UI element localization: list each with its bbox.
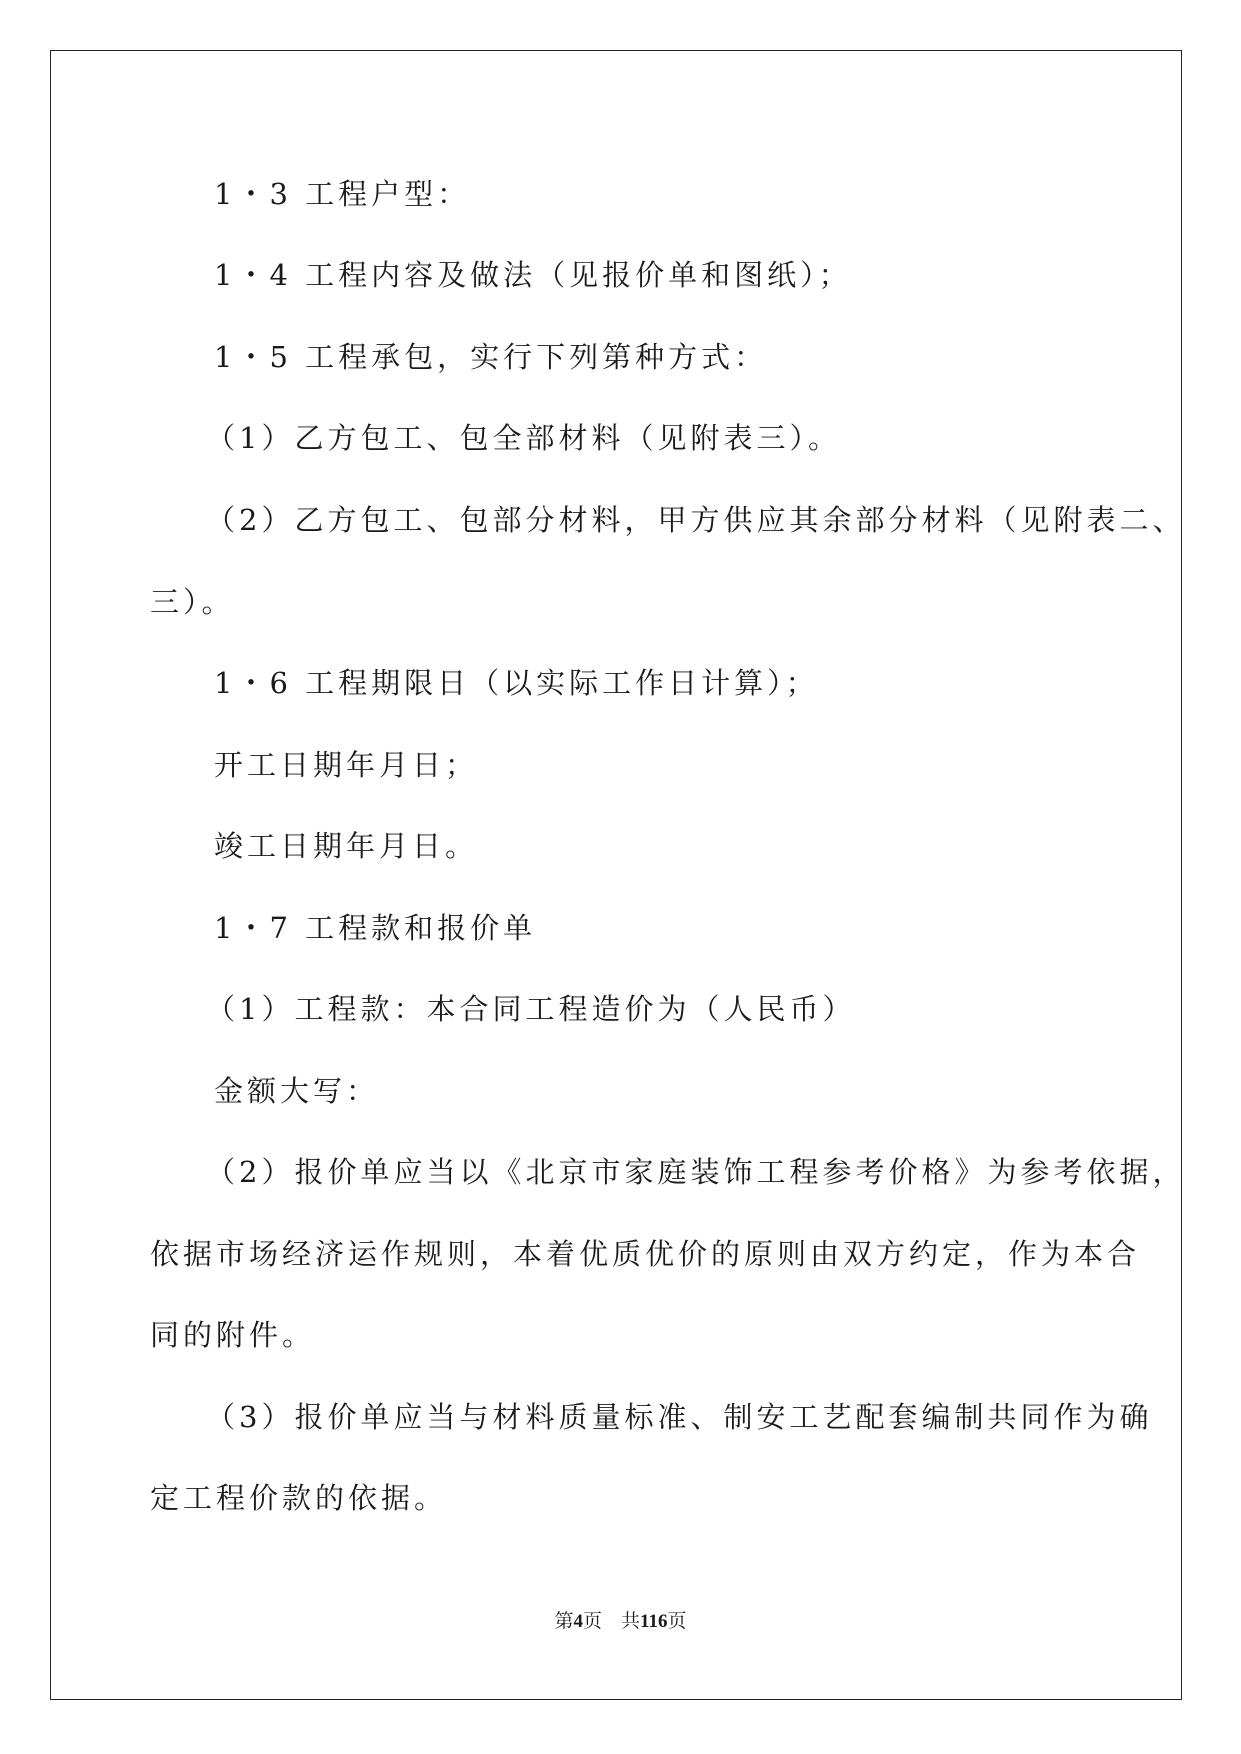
footer-prefix: 第 bbox=[554, 1611, 574, 1632]
text-line: 三）。 bbox=[150, 585, 235, 619]
text-line: （3）报价单应当与材料质量标准、制安工艺配套编制共同作为确 bbox=[206, 1400, 1153, 1434]
text-line: 竣工日期年月日。 bbox=[214, 829, 479, 863]
page-footer bbox=[0, 1606, 1241, 1633]
text-line: 依据市场经济运作规则，本着优质优价的原则由双方约定，作为本合 bbox=[150, 1237, 1141, 1271]
text-line: 1・5 工程承包，实行下列第种方式： bbox=[214, 340, 768, 374]
text-line: 1・6 工程期限日（以实际工作日计算）； bbox=[214, 666, 819, 700]
text-line: （2）乙方包工、包部分材料，甲方供应其余部分材料（见附表二、 bbox=[206, 503, 1186, 537]
footer-middle: 页 共 bbox=[583, 1611, 641, 1632]
text-line: 1・4 工程内容及做法（见报价单和图纸）； bbox=[214, 258, 852, 292]
text-line: （1）工程款：本合同工程造价为（人民币） bbox=[206, 992, 856, 1026]
total-pages: 116 bbox=[640, 1611, 668, 1632]
text-line: 开工日期年月日； bbox=[214, 748, 479, 782]
text-line: 同的附件。 bbox=[150, 1318, 316, 1352]
page-number: 4 bbox=[573, 1611, 584, 1632]
text-line: （1）乙方包工、包全部材料（见附表三）。 bbox=[206, 421, 841, 455]
text-line: （2）报价单应当以《北京市家庭装饰工程参考价格》为参考依据， bbox=[206, 1155, 1186, 1189]
page-border bbox=[50, 50, 1182, 1700]
text-line: 定工程价款的依据。 bbox=[150, 1481, 448, 1515]
footer-suffix: 页 bbox=[667, 1611, 687, 1632]
text-line: 金额大写： bbox=[214, 1074, 380, 1108]
text-line: 1・3 工程户型： bbox=[214, 177, 471, 211]
text-line: 1・7 工程款和报价单 bbox=[214, 911, 537, 945]
